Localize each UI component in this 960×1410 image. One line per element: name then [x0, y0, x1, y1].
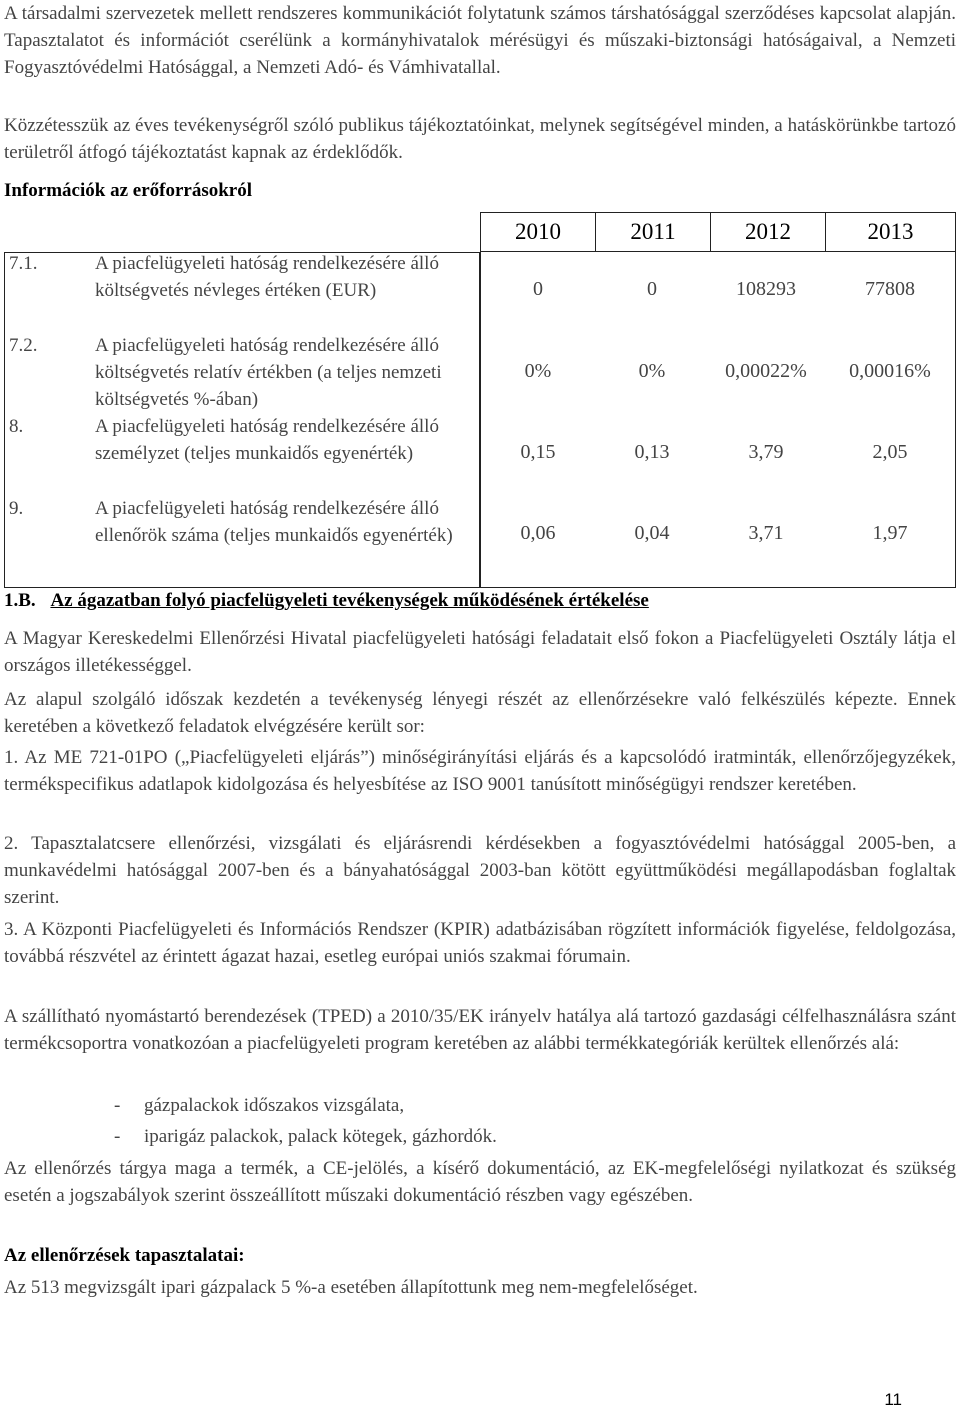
value-cell: 0,06 [520, 522, 556, 544]
value-cell: 2,05 [872, 441, 908, 463]
table-row-values [481, 520, 957, 547]
value-cell: 108293 [736, 278, 796, 300]
heading-section-1b [4, 587, 649, 614]
value-cell: 0% [638, 360, 666, 382]
year-cell: 2010 [481, 213, 596, 251]
value-cell: 77808 [865, 278, 915, 300]
paragraph-inspection-subject: Az ellenőrzés tárgya maga a termék, a CE-jelölés, a kísérő dokumentáció, az EK-megfelelőségi nyilatkozat és szükség esetén a jogszabályok szerint összeállított műszaki dokumentáció részben vagy egészében. [4, 1158, 956, 1206]
year-cell: 2013 [867, 219, 914, 244]
row-number: 9. [9, 498, 24, 519]
row-number: 8. [9, 416, 24, 437]
list-item-text: gázpalackok időszakos vizsgálata, [144, 1095, 405, 1116]
row-label: A piacfelügyeleti hatóság rendelkezésére álló ellenőrök száma (teljes munkaidős egyenérték) [95, 498, 453, 546]
paragraph-findings: Az 513 megvizsgált ipari gázpalack 5 %-a esetében állapítottunk meg nem-megfelelőséget. [4, 1277, 698, 1298]
paragraph-item-3: 3. A Központi Piacfelügyeleti és Információs Rendszer (KPIR) adatbázisában rögzített információk figyelése, feldolgozása, továbbá részvétel az érintett ágazat hazai, esetleg európai uniós szakmai fórumain. [4, 919, 956, 967]
page-number: 11 [884, 1390, 902, 1409]
section-number: 1.B. [4, 590, 36, 611]
table-row-values [481, 276, 957, 303]
value-cell: 0 [647, 278, 657, 300]
table-labels-column [4, 252, 480, 588]
paragraph-tped: A szállítható nyomástartó berendezések (TPED) a 2010/35/EK irányelv hatálya alá tartozó gazdasági célfelhasználásra szánt termékcsoportra vonatkozóan a piacfelügyeleti program keretében az alábbi termékkategóriák kerültek ellenőrzés alá: [4, 1006, 956, 1054]
paragraph-item-1: 1. Az ME 721-01PO („Piacfelügyeleti eljárás”) minőségirányítási eljárás és a kapcsolódó iratminták, ellenőrzőjegyzékek, termékspecifikus adatlapok kidolgozása és helyesbítése az ISO 9001 tanúsított minőségügyi rendszer keretében. [4, 747, 956, 795]
row-number: 7.1. [9, 253, 38, 274]
value-cell: 0,13 [634, 441, 670, 463]
row-label: A piacfelügyeleti hatóság rendelkezésére álló költségvetés relatív értékben (a teljes nemzeti költségvetés %-ában) [95, 335, 442, 410]
paragraph-preparation: Az alapul szolgáló időszak kezdetén a tevékenység lényegi részét az ellenőrzésekre való felkészülés képezte. Ennek keretében a következő feladatok elvégzésére került sor: [4, 689, 956, 737]
value-cell: 0% [524, 360, 552, 382]
paragraph-publications: Közzétesszük az éves tevékenységről szóló publikus tájékoztatóinkat, melynek segítségével minden, a hatáskörünkbe tartozó területről átfogó tájékoztatást kapnak az érdeklődők. [4, 115, 956, 163]
table-row-values [481, 358, 957, 385]
list-item-text: iparigáz palackok, palack kötegek, gázhordók. [144, 1126, 497, 1147]
section-title: Az ágazatban folyó piacfelügyeleti tevékenységek működésének értékelése [50, 590, 649, 611]
table-row-values [481, 439, 957, 466]
heading-experiences: Az ellenőrzések tapasztalatai: [4, 1245, 245, 1266]
list-item: - gázpalackok időszakos vizsgálata, [114, 1095, 405, 1116]
year-cell: 2012 [711, 213, 826, 251]
table-values-column [480, 252, 956, 588]
year-cell: 2011 [596, 213, 711, 251]
paragraph-partners: A társadalmi szervezetek mellett rendszeres kommunikációt folytatunk számos társhatósággal szerződéses kapcsolat alapján. Tapasztalatot és információt cserélünk a kormányhivatalok mérésügyi és műszaki-biztonsági hatóságaival, a Nemzeti Fogyasztóvédelmi Hatósággal, a Nemzeti Adó- és Vámhivatallal. [4, 3, 956, 78]
list-item: - iparigáz palackok, palack kötegek, gázhordók. [114, 1126, 497, 1147]
table-row-label [5, 250, 481, 304]
value-cell: 3,71 [748, 522, 784, 544]
table-year-header [480, 212, 956, 252]
row-number: 7.2. [9, 335, 38, 356]
row-label: A piacfelügyeleti hatóság rendelkezésére álló személyzet (teljes munkaidős egyenérték) [95, 416, 439, 464]
value-cell: 0 [533, 278, 543, 300]
value-cell: 0,00022% [725, 360, 807, 382]
paragraph-item-2: 2. Tapasztalatcsere ellenőrzési, vizsgálati és eljárásrendi kérdésekben a fogyasztóvédelmi hatósággal 2005-ben, a munkavédelmi hatósággal 2007-ben és a bányahatósággal 2003-ban kötött együttműködési megállapodásban foglaltak szerint. [4, 833, 956, 908]
value-cell: 3,79 [748, 441, 784, 463]
table-row-label [5, 413, 481, 467]
table-row-label [5, 495, 481, 549]
value-cell: 0,04 [634, 522, 670, 544]
row-label: A piacfelügyeleti hatóság rendelkezésére álló költségvetés névleges értéken (EUR) [95, 253, 439, 301]
value-cell: 0,15 [520, 441, 556, 463]
table-row-label [5, 332, 481, 413]
value-cell: 0,00016% [849, 360, 931, 382]
value-cell: 1,97 [872, 522, 908, 544]
paragraph-authority: A Magyar Kereskedelmi Ellenőrzési Hivatal piacfelügyeleti hatósági feladatait első fokon a Piacfelügyeleti Osztály látja el országos illetékességgel. [4, 628, 956, 676]
heading-resources: Információk az erőforrásokról [4, 180, 252, 201]
